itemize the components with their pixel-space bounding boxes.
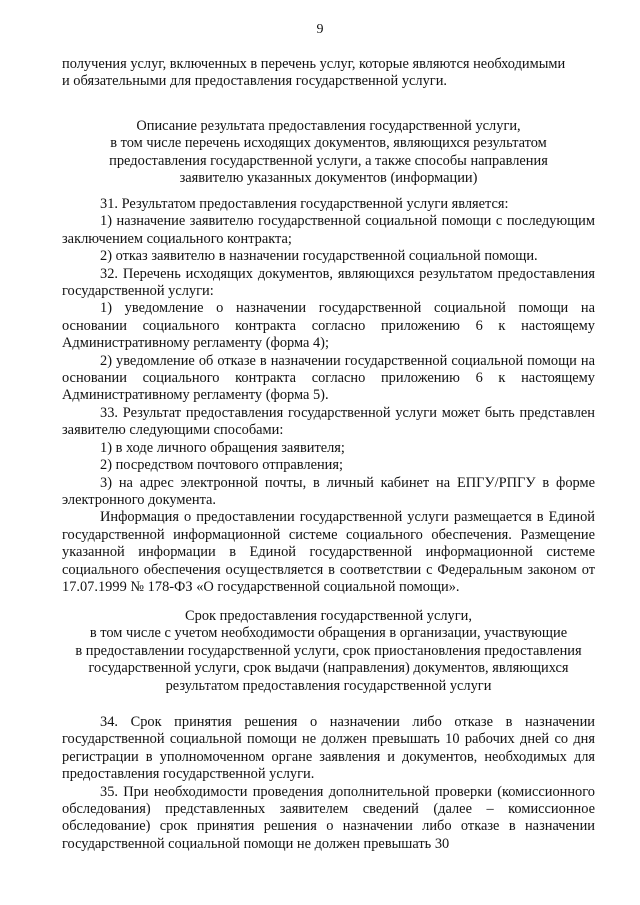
heading-line: предоставления государственной услуги, а также способы направления: [109, 152, 548, 169]
section-heading-term: [62, 608, 595, 695]
paragraph-31-item-2: 2) отказ заявителю в назначении государственной социальной помощи.: [100, 248, 538, 265]
heading-line: Срок предоставления государственной услуги,: [185, 608, 472, 624]
paragraph-31: 31. Результатом предоставления государственной услуги является:: [100, 196, 509, 212]
paragraph-34: 34. Срок принятия решения о назначении либо отказе в назначении государственной социальной помощи не должен превышать 10 рабочих дней со дня регистрации в уполномоченном органе заявления и документов, необходимых для предоставления государственной услуги.: [62, 714, 595, 783]
paragraph-33-item-3: 3) на адрес электронной почты, в личный кабинет на ЕПГУ/РПГУ в форме электронного документа.: [62, 474, 595, 508]
paragraph-31-item-1: 1) назначение заявителю государственной социальной помощи с последующим заключением социального контракта;: [62, 213, 595, 247]
paragraph-33-item-2: 2) посредством почтового отправления;: [100, 457, 343, 474]
intro-text: [62, 56, 595, 91]
heading-line: государственной услуги, срок выдачи (направления) документов, являющихся: [88, 660, 569, 677]
paragraph-32-item-1: 1) уведомление о назначении государственной социальной помощи на основании социального контракта согласно приложению 6 к настоящему Административному регламенту (форма 4);: [62, 300, 595, 352]
intro-line: получения услуг, включенных в перечень услуг, которые являются необходимыми: [62, 56, 566, 72]
section-heading-result: [62, 118, 595, 188]
paragraph-33: 33. Результат предоставления государственной услуги может быть представлен заявителю следующими способами:: [62, 404, 595, 439]
heading-line: результатом предоставления государственной услуги: [165, 677, 492, 694]
page-number: 9: [316, 22, 324, 37]
intro-line: и обязательными для предоставления государственной услуги.: [62, 73, 448, 90]
heading-line: в том числе с учетом необходимости обращения в организации, участвующие: [89, 625, 568, 642]
paragraph-info: Информация о предоставлении государственной услуги размещается в Единой государственной информационной системе социального обеспечения. Размещение указанной информации в Единой государственной информационной системе социального обеспечения осуществляется в соответствии с Федеральным законом от 17.07.1999 № 178-ФЗ «О государственной социальной помощи».: [62, 509, 595, 595]
paragraph-32: 32. Перечень исходящих документов, являющихся результатом предоставления государственной услуги:: [62, 265, 595, 300]
paragraph-32-item-2: 2) уведомление об отказе в назначении государственной социальной помощи на основании социального контракта согласно приложению 6 к настоящему Административному регламенту (форма 5).: [62, 352, 595, 404]
heading-line: в предоставлении государственной услуги, срок приостановления предоставления: [75, 642, 582, 659]
section-body-term: [62, 714, 595, 853]
paragraph-35: 35. При необходимости проведения дополнительной проверки (комиссионного обследования) представленных заявителем сведений (далее – комиссионное обследование) срок принятия решения о назначении либо отказе в назначении государственной социальной помощи не должен превышать 30: [62, 783, 595, 852]
section-body-result: [62, 196, 595, 596]
heading-line: Описание результата предоставления государственной услуги,: [136, 118, 521, 134]
heading-line: заявителю указанных документов (информации): [179, 170, 478, 187]
paragraph-33-item-1: 1) в ходе личного обращения заявителя;: [100, 439, 345, 456]
heading-line: в том числе перечень исходящих документов, являющихся результатом: [110, 135, 547, 152]
